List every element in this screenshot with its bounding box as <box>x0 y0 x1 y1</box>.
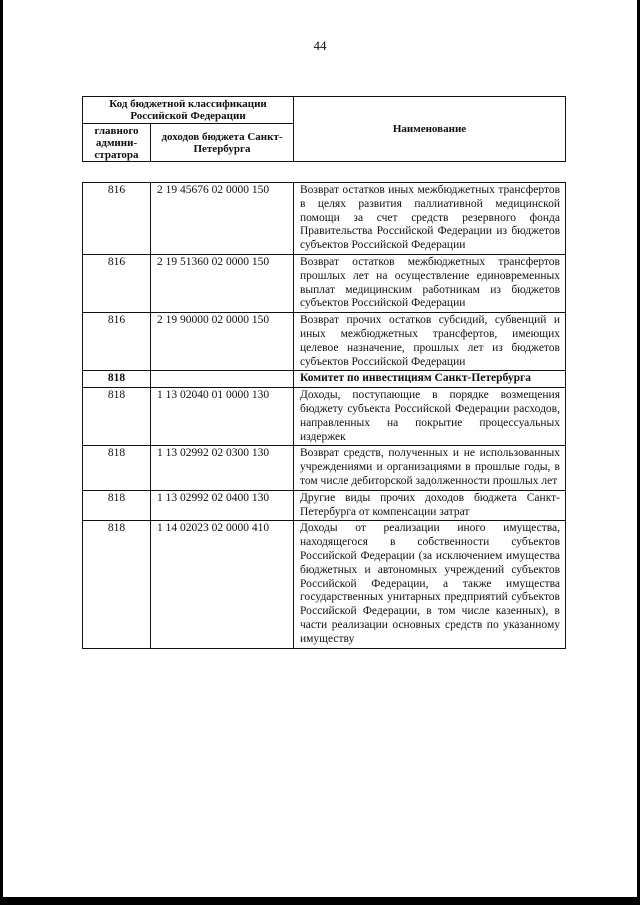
table-row <box>83 254 566 312</box>
administrator-code-cell: 816 <box>83 183 151 255</box>
header-revenue-code: доходов бюджета Санкт-Петербурга <box>151 124 294 162</box>
header-name: Наименование <box>294 97 566 162</box>
header-main-administrator: главного админи-стратора <box>83 124 151 162</box>
revenue-table <box>82 182 566 649</box>
table-header <box>82 96 566 162</box>
revenue-name-cell: Доходы от реализации иного имущества, находящегося в собственности субъектов Российской Федерации (за исключением имущества бюджетных и автономных учреждений субъектов Российской Федерации, а также имущества государственных унитарных предприятий субъектов Российской Федерации, в том числе казенных), в части реализации основных средств по указанному имуществу <box>294 521 566 648</box>
revenue-name-cell: Другие виды прочих доходов бюджета Санкт-Петербурга от компенсации затрат <box>294 490 566 521</box>
administrator-code-cell: 818 <box>83 371 151 388</box>
revenue-name-cell: Возврат остатков иных межбюджетных трансфертов в целях развития паллиативной медицинской помощи за счет средств резервного фонда Правительства Российской Федерации из бюджетов субъектов Российской Федерации <box>294 183 566 255</box>
revenue-name-cell: Комитет по инвестициям Санкт-Петербурга <box>294 371 566 388</box>
table-row <box>83 446 566 490</box>
scan-border-left <box>0 0 3 905</box>
page-number: 44 <box>313 38 327 53</box>
administrator-code-cell: 818 <box>83 388 151 446</box>
revenue-name-cell: Возврат остатков межбюджетных трансфертов прошлых лет на осуществление единовременных выплат медицинским работникам из бюджетов субъектов Российской Федерации <box>294 254 566 312</box>
administrator-code-cell: 818 <box>83 490 151 521</box>
table-row <box>83 388 566 446</box>
revenue-name-cell: Возврат средств, полученных и не использованных учреждениями и организациями в прошлые годы, в том числе дебиторской задолженности прошлых лет <box>294 446 566 490</box>
header-classification-code: Код бюджетной классификации Российской Федерации <box>83 97 294 124</box>
scan-border-bottom <box>0 897 640 905</box>
revenue-code-cell: 2 19 51360 02 0000 150 <box>151 254 294 312</box>
administrator-code-cell: 816 <box>83 254 151 312</box>
revenue-table-body <box>83 183 566 649</box>
revenue-code-cell: 1 13 02040 01 0000 130 <box>151 388 294 446</box>
revenue-code-cell: 2 19 45676 02 0000 150 <box>151 183 294 255</box>
table-row <box>83 490 566 521</box>
table-row <box>83 521 566 648</box>
administrator-code-cell: 816 <box>83 313 151 371</box>
revenue-code-cell <box>151 371 294 388</box>
administrator-code-cell: 818 <box>83 446 151 490</box>
revenue-code-cell: 1 13 02992 02 0400 130 <box>151 490 294 521</box>
revenue-code-cell: 1 13 02992 02 0300 130 <box>151 446 294 490</box>
revenue-code-cell: 1 14 02023 02 0000 410 <box>151 521 294 648</box>
revenue-name-cell: Возврат прочих остатков субсидий, субвенций и иных межбюджетных трансфертов, имеющих целевое назначение, прошлых лет из бюджетов субъектов Российской Федерации <box>294 313 566 371</box>
revenue-code-cell: 2 19 90000 02 0000 150 <box>151 313 294 371</box>
table-row <box>83 313 566 371</box>
table-row <box>83 183 566 255</box>
table-row <box>83 371 566 388</box>
administrator-code-cell: 818 <box>83 521 151 648</box>
revenue-name-cell: Доходы, поступающие в порядке возмещения бюджету субъекта Российской Федерации расходов, направленных на покрытие процессуальных издержек <box>294 388 566 446</box>
